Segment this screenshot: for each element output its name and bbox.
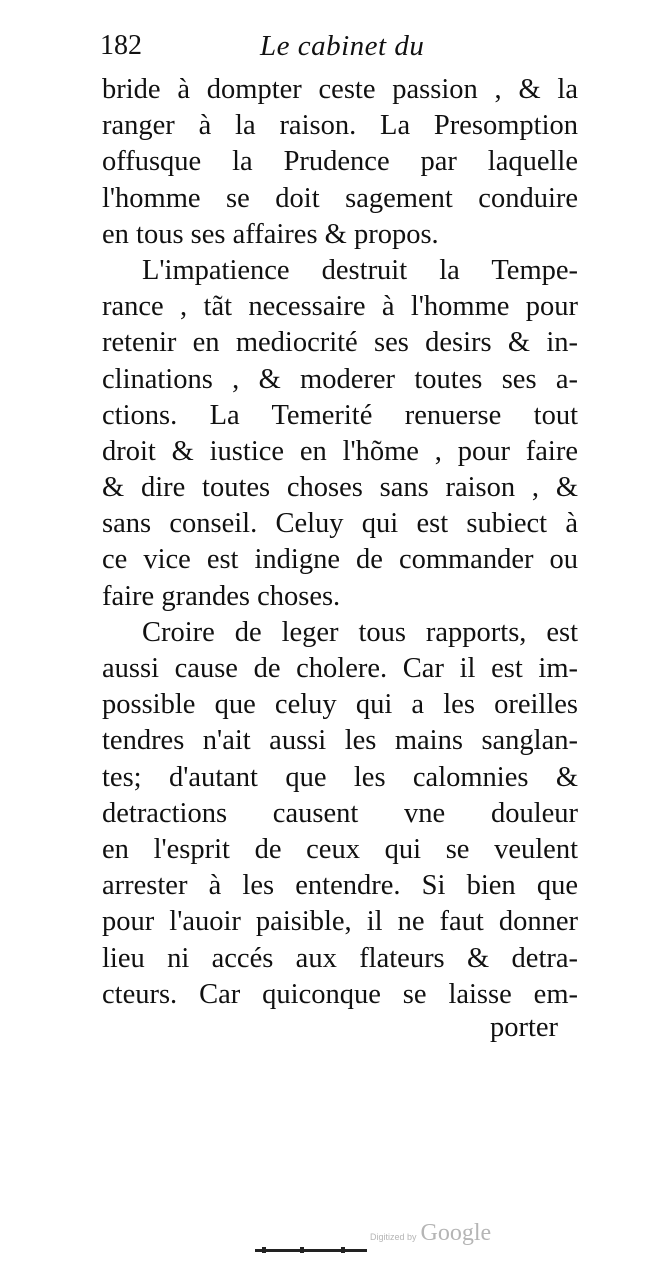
bottom-rule (255, 1249, 367, 1252)
page-number: 182 (100, 30, 142, 61)
digitized-watermark (370, 1220, 491, 1247)
rule-speck (262, 1247, 266, 1253)
text-line: sans conseil. Celuy qui est subiect à (102, 508, 578, 540)
text-line: offusque la Prudence par laquelle (102, 146, 578, 178)
text-line: tendres n'ait aussi les mains sanglan- (102, 725, 578, 757)
text-line: bride à dompter ceste passion , & la (102, 74, 578, 105)
page-header (100, 30, 560, 70)
text-line: en tous ses affaires & propos. (102, 218, 439, 250)
rule-speck (300, 1247, 304, 1253)
text-line: retenir en mediocrité ses desirs & in- (102, 327, 578, 359)
text-line: detractions causent vne douleur (102, 797, 578, 829)
text-line: arrester à les entendre. Si bien que (102, 870, 578, 902)
text-line: droit & iustice en l'hõme , pour faire (102, 435, 578, 467)
text-line: ce vice est indigne de commander ou (102, 544, 578, 576)
text-line: possible que celuy qui a les oreilles (102, 689, 578, 721)
google-logo: Google (420, 1220, 492, 1246)
text-line: en l'esprit de ceux qui se veulent (102, 833, 578, 865)
text-line: l'homme se doit sagement conduire (102, 182, 578, 214)
text-line: pour l'auoir paisible, il ne faut donner (102, 906, 578, 938)
text-line: faire grandes choses. (102, 580, 341, 612)
text-line: ctions. La Temerité renuerse tout (102, 399, 578, 431)
rule-speck (341, 1247, 345, 1253)
body-text (102, 72, 578, 1013)
catchword: porter (490, 1012, 559, 1043)
text-line: & dire toutes choses sans raison , & (102, 472, 578, 504)
text-line: clinations , & moderer toutes ses a- (102, 363, 578, 395)
running-title: Le cabinet du (260, 30, 425, 62)
paragraph-start-line: Croire de leger tous rapports, est (142, 616, 578, 648)
text-line: rance , tãt necessaire à l'homme pour (102, 291, 578, 323)
text-line: tes; d'autant que les calomnies & (102, 761, 578, 793)
text-line: lieu ni accés aux flateurs & detra- (102, 942, 578, 974)
text-line: aussi cause de cholere. Car il est im- (102, 653, 578, 684)
paragraph-start-line: L'impatience destruit la Tempe- (142, 254, 578, 286)
watermark-caption: Digitized by (370, 1232, 417, 1242)
text-line: ranger à la raison. La Presomption (102, 110, 578, 142)
text-line: cteurs. Car quiconque se laisse em- (102, 978, 578, 1010)
